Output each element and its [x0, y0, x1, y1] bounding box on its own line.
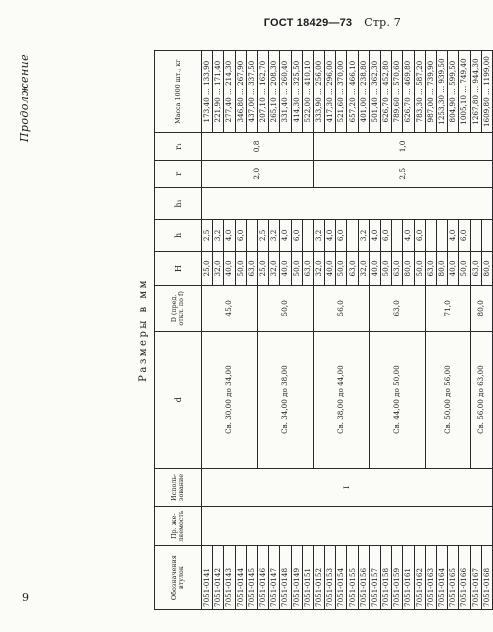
cell-h: 6,0 [381, 219, 392, 251]
cell-h: 3,2 [313, 219, 324, 251]
cell-r: 2,5 [313, 160, 492, 187]
cell-H: 63,0 [302, 251, 313, 285]
cell-H: 50,0 [235, 251, 246, 285]
cell-designation: 7051-0158 [381, 546, 392, 610]
cell-designation: 7051-0146 [257, 546, 268, 610]
cell-h: 4,0 [369, 219, 380, 251]
col-drawing: Исполь- зование [155, 468, 202, 507]
cell-d-range: Св. 50,00 до 56,00 [425, 331, 470, 468]
cell-h: 4,0 [448, 219, 459, 251]
cell-mass: 346,80 ... 267,90 [235, 51, 246, 133]
col-r: r [155, 160, 202, 187]
cell-H: 63,0 [392, 251, 403, 285]
cell-H: 80,0 [436, 251, 447, 285]
cell-designation: 7051-0149 [291, 546, 302, 610]
cell-designation: 7051-0162 [414, 546, 425, 610]
cell-mass: 1267,80 ... 944,30 [470, 51, 481, 133]
cell-designation: 7051-0155 [347, 546, 358, 610]
cell-H: 32,0 [358, 251, 369, 285]
cell-r: 2,0 [202, 160, 314, 187]
cell-H: 40,0 [369, 251, 380, 285]
cell-designation: 7051-0165 [448, 546, 459, 610]
cell-h: 3,2 [269, 219, 280, 251]
cell-h [436, 219, 447, 251]
cell-designation: 7051-0163 [425, 546, 436, 610]
cell-designation: 7051-0142 [213, 546, 224, 610]
cell-mass: 783,30 ... 587,20 [414, 51, 425, 133]
cell-mass: 333,90 ... 256,00 [313, 51, 324, 133]
col-h1: h₁ [155, 187, 202, 219]
cell-mass: 401,00 ... 238,80 [358, 51, 369, 133]
cell-r1: 0,8 [202, 133, 314, 160]
cell-designation: 7051-0141 [202, 546, 213, 610]
cell-designation: 7051-0168 [481, 546, 492, 610]
table-caption: Размеры в мм [138, 278, 149, 382]
dimensions-table [154, 50, 493, 610]
cell-H: 63,0 [470, 251, 481, 285]
cell-designation: 7051-0156 [358, 546, 369, 610]
cell-mass: 414,30 ... 325,50 [291, 51, 302, 133]
cell-h: 4,0 [224, 219, 235, 251]
rotated-table-block [18, 50, 491, 610]
cell-mass: 207,10 ... 162,70 [257, 51, 268, 133]
col-applicability: Пр. же- ляемость [155, 507, 202, 546]
cell-designation: 7051-0161 [403, 546, 414, 610]
cell-h: 6,0 [291, 219, 302, 251]
cell-H: 50,0 [291, 251, 302, 285]
cell-mass: 331,40 ... 260,40 [280, 51, 291, 133]
cell-D: 50,0 [257, 286, 313, 332]
cell-designation: 7051-0145 [246, 546, 257, 610]
cell-mass: 437,00 ... 337,50 [246, 51, 257, 133]
cell-h: 4,0 [325, 219, 336, 251]
cell-designation: 7051-0164 [436, 546, 447, 610]
col-H: H [155, 251, 202, 285]
cell-drawing: I [202, 468, 493, 507]
cell-r1: 1,0 [313, 133, 492, 160]
cell-designation: 7051-0159 [392, 546, 403, 610]
page-header [264, 16, 401, 29]
cell-H: 25,0 [257, 251, 268, 285]
cell-d-range: Св. 44,00 до 50,00 [369, 331, 425, 468]
cell-d-range: Св. 34,00 до 38,00 [257, 331, 313, 468]
col-h: h [155, 219, 202, 251]
cell-mass: 1005,10 ... 749,40 [459, 51, 470, 133]
cell-H: 50,0 [381, 251, 392, 285]
cell-H: 40,0 [280, 251, 291, 285]
cell-mass: 626,70 ... 469,80 [403, 51, 414, 133]
cell-D: 45,0 [202, 286, 258, 332]
col-d: d [155, 331, 202, 468]
cell-designation: 7051-0144 [235, 546, 246, 610]
cell-D: 71,0 [425, 286, 470, 332]
cell-mass: 522,00 ... 410,10 [302, 51, 313, 133]
cell-H: 63,0 [347, 251, 358, 285]
col-r1: r₁ [155, 133, 202, 160]
cell-h: 2,5 [257, 219, 268, 251]
cell-designation: 7051-0152 [313, 546, 324, 610]
cell-h [347, 219, 358, 251]
standard-number: ГОСТ 18429—73 [263, 17, 353, 29]
cell-mass: 1253,30 ... 939,50 [436, 51, 447, 133]
cell-D: 80,0 [470, 286, 492, 332]
cell-designation: 7051-0143 [224, 546, 235, 610]
cell-h [392, 219, 403, 251]
cell-h: 6,0 [459, 219, 470, 251]
cell-D: 56,0 [313, 286, 369, 332]
cell-mass: 1609,80 ... 1199,00 [481, 51, 492, 133]
cell-designation: 7051-0151 [302, 546, 313, 610]
cell-H: 63,0 [246, 251, 257, 285]
cell-h: 6,0 [336, 219, 347, 251]
cell-h: 6,0 [414, 219, 425, 251]
cell-H: 50,0 [336, 251, 347, 285]
cell-h [246, 219, 257, 251]
cell-mass: 173,40 ... 133,90 [202, 51, 213, 133]
cell-H: 80,0 [481, 251, 492, 285]
cell-mass: 265,10 ... 208,30 [269, 51, 280, 133]
cell-h: 4,0 [280, 219, 291, 251]
cell-mass: 804,90 ... 599,50 [448, 51, 459, 133]
cell-designation: 7051-0166 [459, 546, 470, 610]
table-header-row [155, 51, 202, 610]
cell-H: 40,0 [448, 251, 459, 285]
page-number: 9 [22, 591, 29, 604]
cell-mass: 521,60 ... 370,00 [336, 51, 347, 133]
cell-H: 50,0 [414, 251, 425, 285]
cell-H: 32,0 [213, 251, 224, 285]
cell-H: 40,0 [224, 251, 235, 285]
cell-h: 4,0 [403, 219, 414, 251]
table-body [202, 51, 493, 610]
cell-H: 50,0 [459, 251, 470, 285]
page-label: Стр. 7 [364, 16, 401, 29]
cell-designation: 7051-0148 [280, 546, 291, 610]
table-row [202, 51, 213, 610]
cell-h [470, 219, 481, 251]
cell-mass: 657,20 ... 466,10 [347, 51, 358, 133]
cell-H: 40,0 [325, 251, 336, 285]
cell-h [302, 219, 313, 251]
cell-designation: 7051-0154 [336, 546, 347, 610]
cell-d-range: Св. 30,00 до 34,00 [202, 331, 258, 468]
cell-d-range: Св. 56,00 до 63,00 [470, 331, 492, 468]
cell-mass: 277,40 ... 214,30 [224, 51, 235, 133]
cell-h: 3,2 [213, 219, 224, 251]
cell-mass: 626,70 ... 452,80 [381, 51, 392, 133]
cell-H: 63,0 [425, 251, 436, 285]
col-mass: Масса 1000 шт., кг [155, 51, 202, 133]
cell-d-range: Св. 38,00 до 44,00 [313, 331, 369, 468]
cell-h: 2,5 [202, 219, 213, 251]
cell-D: 63,0 [369, 286, 425, 332]
cell-h: 3,2 [358, 219, 369, 251]
cell-h1 [202, 187, 493, 219]
cell-mass: 417,30 ... 296,00 [325, 51, 336, 133]
cell-designation: 7051-0157 [369, 546, 380, 610]
cell-H: 32,0 [313, 251, 324, 285]
cell-mass: 501,40 ... 362,30 [369, 51, 380, 133]
cell-applicability [202, 507, 493, 546]
col-designation: Обозначения втулок [155, 546, 202, 610]
cell-designation: 7051-0147 [269, 546, 280, 610]
cell-h: 6,0 [235, 219, 246, 251]
cell-mass: 221,90 ... 171,40 [213, 51, 224, 133]
cell-h [425, 219, 436, 251]
cell-H: 25,0 [202, 251, 213, 285]
continuation-label: Продолжение [18, 54, 31, 143]
cell-H: 32,0 [269, 251, 280, 285]
cell-mass: 789,60 ... 570,60 [392, 51, 403, 133]
cell-designation: 7051-0153 [325, 546, 336, 610]
cell-designation: 7051-0167 [470, 546, 481, 610]
cell-mass: 987,00 ... 739,90 [425, 51, 436, 133]
cell-H: 80,0 [403, 251, 414, 285]
cell-h [481, 219, 492, 251]
col-D: D (пред. откл. по f) [155, 286, 202, 332]
